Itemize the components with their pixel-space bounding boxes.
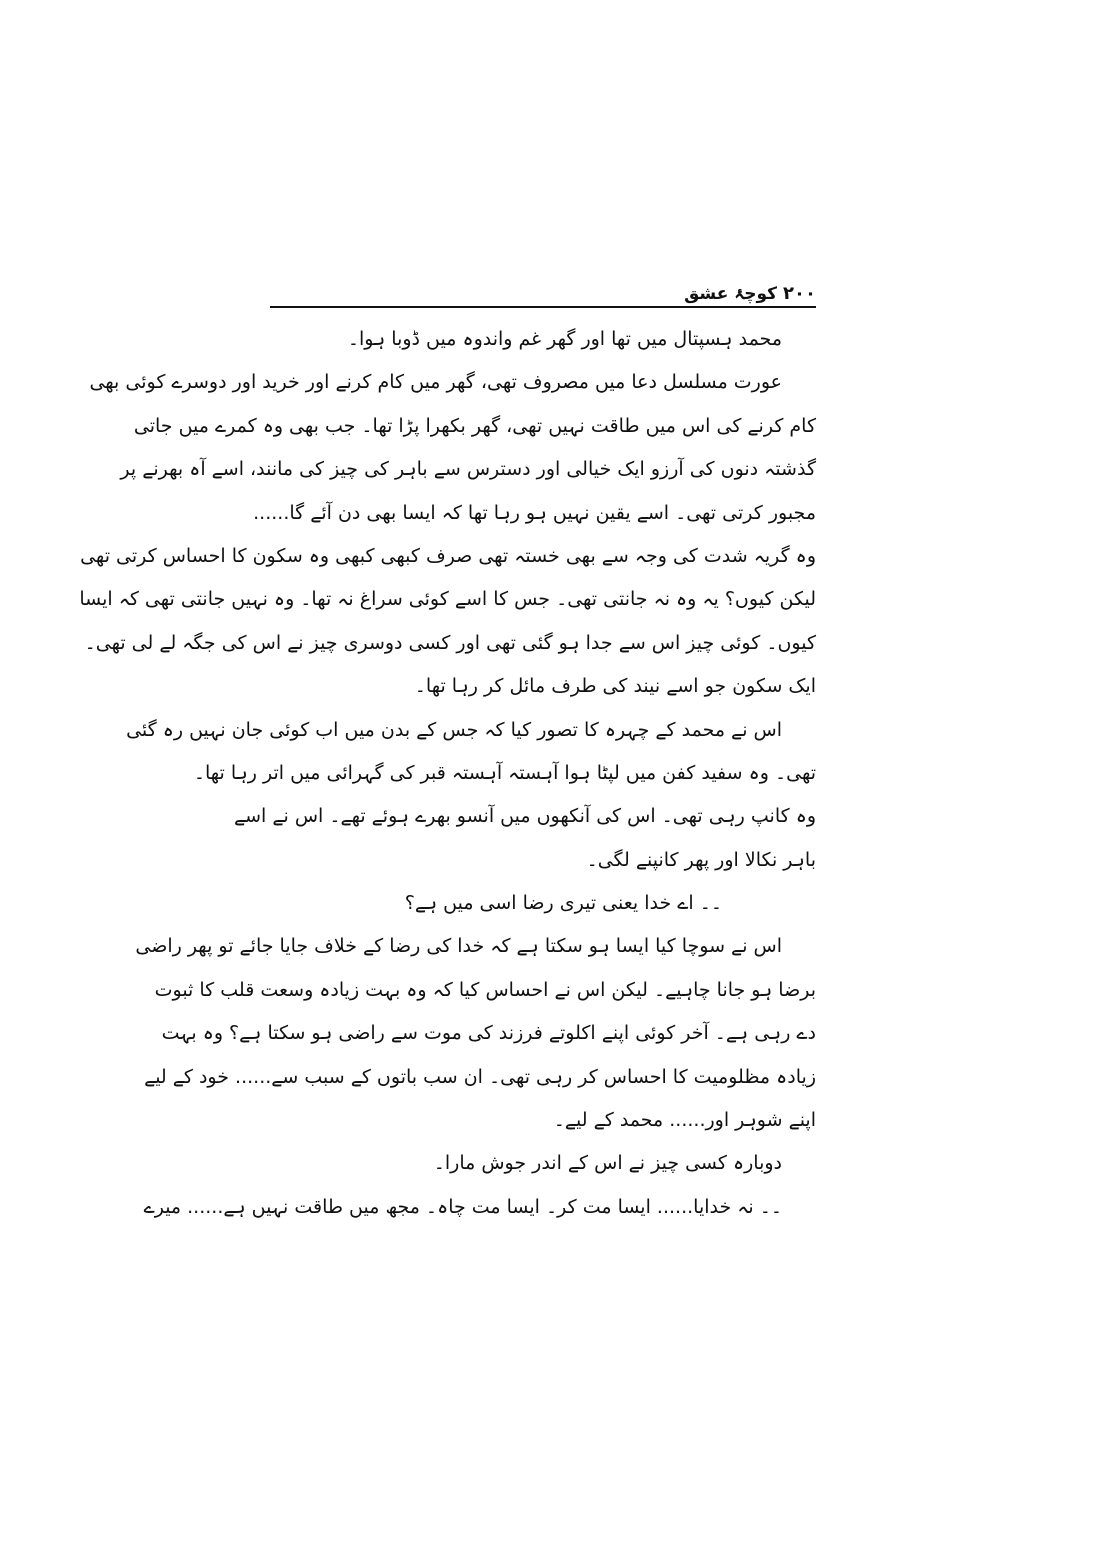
text-line: گذشتہ دنوں کی آرزو ایک خیالی اور دسترس سے باہر کی چیز کی مانند، اسے آہ بھرنے پر bbox=[120, 458, 816, 481]
header-rule bbox=[270, 306, 816, 308]
text-line: دے رہی ہے۔ آخر کوئی اپنے اکلوتے فرزند کی موت سے راضی ہو سکتا ہے؟ وہ بہت bbox=[161, 1022, 816, 1045]
text-line: ۔۔ اے خدا یعنی تیری رضا اسی میں ہے؟ bbox=[404, 892, 722, 915]
text-line: کام کرنے کی اس میں طاقت نہیں تھی، گھر بکھرا پڑا تھا۔ جب بھی وہ کمرے میں جاتی bbox=[133, 414, 816, 437]
text-line: اپنے شوہر اور...... محمد کے لیے۔ bbox=[553, 1109, 816, 1132]
text-line: کیوں۔ کوئی چیز اس سے جدا ہو گئی تھی اور کسی دوسری چیز نے اس کی جگہ لے لی تھی۔ bbox=[84, 631, 816, 654]
text-line: ایک سکون جو اسے نیند کی طرف مائل کر رہا تھا۔ bbox=[414, 675, 816, 698]
text-line: محمد ہسپتال میں تھا اور گھر غم واندوہ میں ڈوبا ہوا۔ bbox=[347, 328, 782, 350]
text-line: زیادہ مظلومیت کا احساس کر رہی تھی۔ ان سب باتوں کے سبب سے...... خود کے لیے bbox=[144, 1065, 816, 1088]
running-title: کوچۂ عشق bbox=[684, 284, 778, 304]
text-line: تھی۔ وہ سفید کفن میں لپٹا ہوا آہستہ آہستہ قبر کی گہرائی میں اتر رہا تھا۔ bbox=[193, 761, 816, 784]
body-text bbox=[79, 318, 816, 1229]
text-line: ۔۔ نہ خدایا...... ایسا مت کر۔ ایسا مت چاہ۔ مجھ میں طاقت نہیں ہے...... میرے bbox=[143, 1195, 782, 1218]
text-line: وہ گریہ شدت کی وجہ سے بھی خستہ تھی صرف کبھی کبھی وہ سکون کا احساس کرتی تھی bbox=[80, 544, 816, 567]
text-line: اس نے سوچا کیا ایسا ہو سکتا ہے کہ خدا کی رضا کے خلاف جایا جائے تو پھر راضی bbox=[135, 935, 782, 958]
text-line: دوبارہ کسی چیز نے اس کے اندر جوش مارا۔ bbox=[433, 1152, 782, 1175]
text-line: اس نے محمد کے چہرہ کا تصور کیا کہ جس کے بدن میں اب کوئی جان نہیں رہ گئی bbox=[126, 718, 782, 741]
page-header bbox=[270, 276, 816, 306]
text-line: باہر نکالا اور پھر کانپنے لگی۔ bbox=[586, 848, 816, 871]
page-number: ۲۰۰ bbox=[783, 283, 816, 304]
text-line: برضا ہو جانا چاہیے۔ لیکن اس نے احساس کیا کہ وہ بہت زیادہ وسعت قلب کا ثبوت bbox=[154, 978, 816, 1001]
text-line: مجبور کرتی تھی۔ اسے یقین نہیں ہو رہا تھا کہ ایسا بھی دن آئے گا...... bbox=[253, 501, 816, 524]
text-line: وہ کانپ رہی تھی۔ اس کی آنکھوں میں آنسو بھرے ہوئے تھے۔ اس نے اسے bbox=[233, 805, 816, 828]
text-line: لیکن کیوں؟ یہ وہ نہ جانتی تھی۔ جس کا اسے کوئی سراغ نہ تھا۔ وہ نہیں جانتی تھی کہ ایسا bbox=[79, 588, 816, 611]
text-line: عورت مسلسل دعا میں مصروف تھی، گھر میں کام کرنے اور خرید اور دوسرے کوئی بھی bbox=[89, 371, 782, 394]
